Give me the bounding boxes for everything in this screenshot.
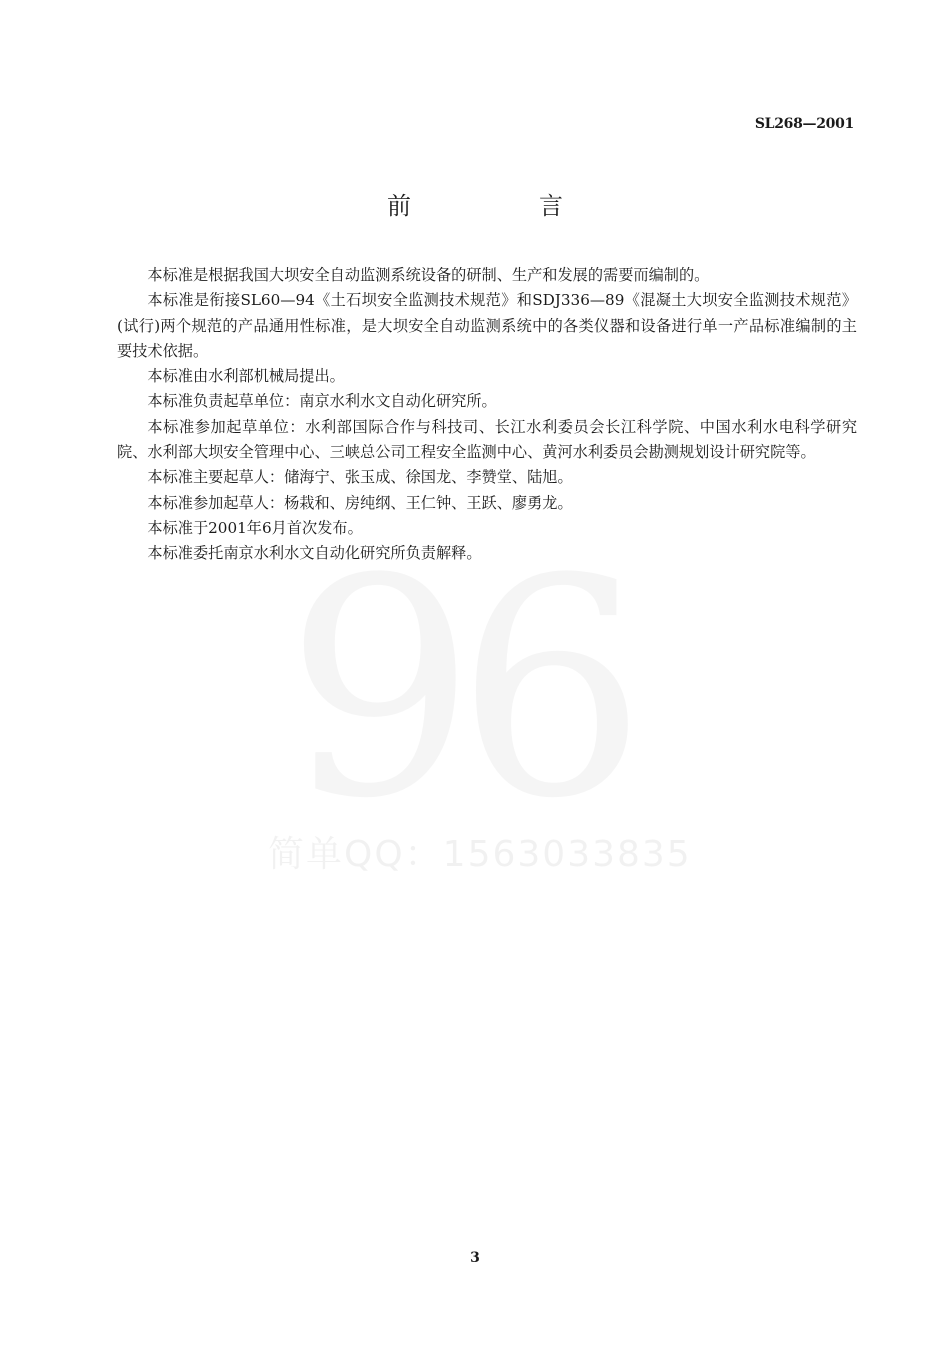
- paragraph: 本标准参加起草人：杨栽和、房纯纲、王仁钟、王跃、廖勇龙。: [147, 493, 573, 512]
- paragraph: 本标准委托南京水利水文自动化研究所负责解释。: [147, 544, 482, 563]
- paragraph: 本标准由水利部机械局提出。: [147, 367, 345, 386]
- paragraph: 本标准负责起草单位：南京水利水文自动化研究所。: [147, 392, 497, 411]
- paragraph: 本标准于2001年6月首次发布。: [147, 518, 363, 537]
- watermark-number: [285, 540, 627, 840]
- page-number: 3: [470, 1250, 480, 1266]
- watermark-text: 简单QQ：1563033835: [268, 834, 692, 875]
- paragraph: 本标准是根据我国大坝安全自动监测系统设备的研制、生产和发展的需要而编制的。: [147, 266, 710, 284]
- paragraph: 本标准是衔接SL60—94《土石坝安全监测技术规范》和SDJ336—89《混凝土大坝安全监测技术规范》(试行)两个规范的产品通用性标准，是大坝安全自动监测系统中的各类仪器和设备进行单一产品标准编制的主要技术依据。: [117, 291, 857, 360]
- standard-code: SL268—2001: [754, 116, 854, 132]
- paragraph: 本标准参加起草单位：水利部国际合作与科技司、长江水利委员会长江科学院、中国水利水电科学研究院、水利部大坝安全管理中心、三峡总公司工程安全监测中心、黄河水利委员会勘测规划设计研究院等。: [117, 417, 857, 462]
- page-title: 前 言: [387, 192, 615, 220]
- paragraph: 本标准主要起草人：储海宁、张玉成、徐国龙、李赞堂、陆旭。: [147, 468, 573, 487]
- foreword-body: [117, 263, 857, 567]
